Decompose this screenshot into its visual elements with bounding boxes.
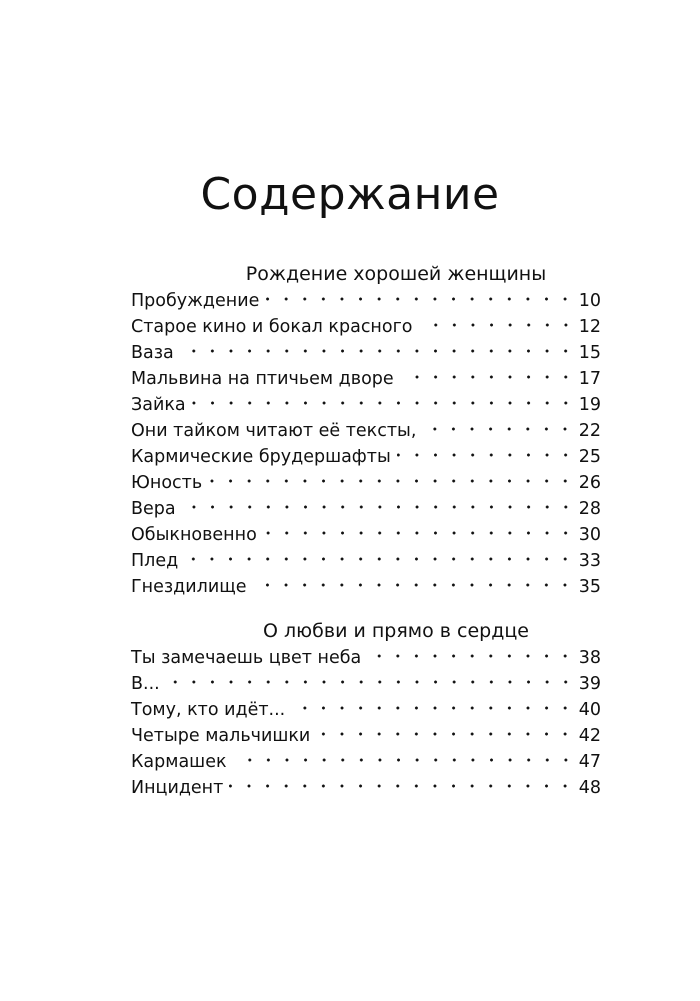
entry-title: Инцидент [131, 778, 224, 798]
dot-leader [192, 400, 575, 406]
entry-page-number: 38 [578, 648, 601, 668]
entry-page-number: 26 [578, 473, 601, 493]
toc-entry [131, 288, 601, 314]
entry-page-number: 22 [578, 421, 601, 441]
dot-leader [182, 504, 575, 510]
entry-title: Мальвина на птичьем дворе [131, 369, 394, 389]
entry-title: Кармические брудершафты [131, 447, 391, 467]
entry-title: Старое кино и бокал красного [131, 317, 413, 337]
dot-leader [316, 731, 574, 737]
toc-entry [131, 645, 601, 671]
dot-leader [263, 530, 575, 536]
section-heading: О любви и прямо в сердце [263, 620, 529, 642]
dot-leader [184, 556, 575, 562]
toc-entry [131, 671, 601, 697]
entry-title: Кармашек [131, 752, 227, 772]
entry-title: Плед [131, 551, 179, 571]
entry-page-number: 39 [578, 674, 601, 694]
toc-section [131, 617, 601, 801]
entry-page-number: 30 [578, 525, 601, 545]
entry-title: Четыре мальчишки [131, 726, 311, 746]
toc-entry [131, 314, 601, 340]
toc-entry [131, 340, 601, 366]
toc-entry [131, 392, 601, 418]
dot-leader [229, 783, 574, 789]
entry-title: Гнездилище [131, 577, 247, 597]
entry-page-number: 33 [578, 551, 601, 571]
entry-page-number: 42 [578, 726, 601, 746]
dot-leader [166, 679, 575, 685]
dot-leader [419, 322, 575, 328]
entry-page-number: 25 [578, 447, 601, 467]
toc-entry [131, 444, 601, 470]
dot-leader [397, 452, 575, 458]
entry-title: В... [131, 674, 160, 694]
entry-page-number: 10 [578, 291, 601, 311]
dot-leader [265, 296, 574, 302]
entry-page-number: 12 [578, 317, 601, 337]
entry-title: Они тайком читают её тексты, [131, 421, 417, 441]
entry-page-number: 28 [578, 499, 601, 519]
toc-entry [131, 697, 601, 723]
entry-title: Пробуждение [131, 291, 260, 311]
dot-leader [208, 478, 575, 484]
toc-entry [131, 522, 601, 548]
toc-entry [131, 470, 601, 496]
toc-entry [131, 723, 601, 749]
entry-page-number: 15 [578, 343, 601, 363]
toc-section [131, 260, 601, 600]
dot-leader [422, 426, 574, 432]
dot-leader [291, 705, 574, 711]
toc-entry [131, 548, 601, 574]
page-title: Содержание [200, 169, 500, 221]
entry-title: Тому, кто идёт... [131, 700, 286, 720]
entry-page-number: 40 [578, 700, 601, 720]
entry-page-number: 47 [578, 752, 601, 772]
entry-title: Ваза [131, 343, 174, 363]
entry-page-number: 17 [578, 369, 601, 389]
toc-entry [131, 496, 601, 522]
toc-entry [131, 574, 601, 600]
entry-title: Ты замечаешь цвет неба [131, 648, 362, 668]
entry-page-number: 35 [578, 577, 601, 597]
dot-leader [367, 653, 574, 659]
dot-leader [252, 582, 574, 588]
toc-entry [131, 418, 601, 444]
entry-title: Юность [131, 473, 203, 493]
entry-title: Обыкновенно [131, 525, 257, 545]
entry-page-number: 19 [578, 395, 601, 415]
dot-leader [180, 348, 575, 354]
dot-leader [233, 757, 575, 763]
section-heading: Рождение хорошей женщины [245, 263, 547, 285]
toc-entry [131, 775, 601, 801]
table-of-contents [131, 260, 601, 801]
entry-title: Зайка [131, 395, 186, 415]
toc-entry [131, 366, 601, 392]
entry-title: Вера [131, 499, 176, 519]
entry-page-number: 48 [578, 778, 601, 798]
dot-leader [400, 374, 575, 380]
toc-entry [131, 749, 601, 775]
